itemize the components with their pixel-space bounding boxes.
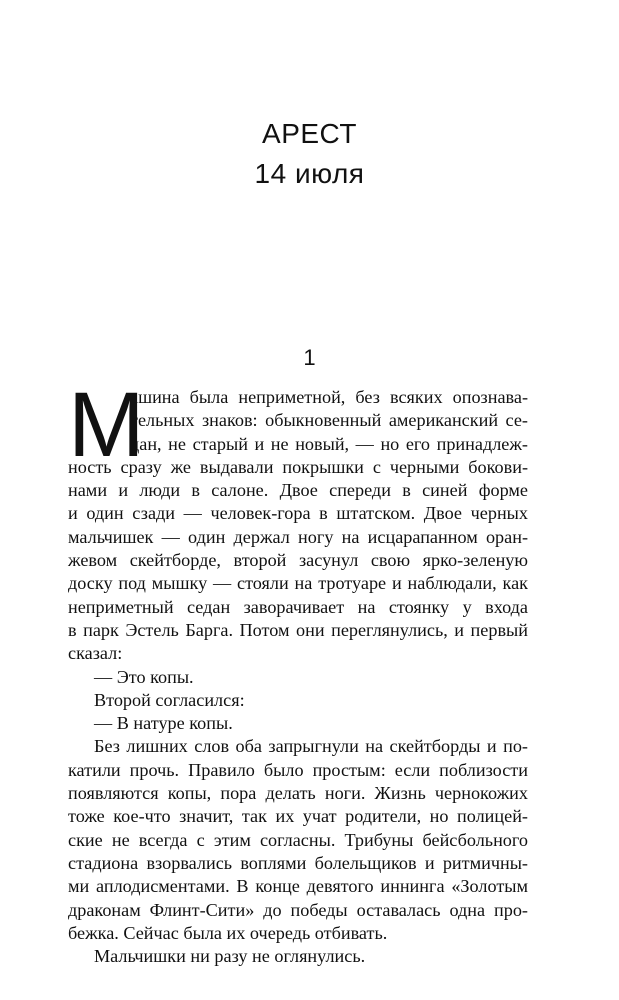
text-line: сказал: xyxy=(68,643,123,664)
drop-cap: М xyxy=(68,374,143,476)
dialogue-line: — Это копы. xyxy=(94,666,194,687)
text-line: бежка. Сейчас была их очередь отбивать. xyxy=(68,922,388,943)
chapter-text xyxy=(68,374,528,968)
text-line: появляются копы, пора делать ноги. Жизнь чернокожих xyxy=(68,783,528,804)
part-title: АРЕСТ xyxy=(262,118,357,149)
text-line: ность сразу же выдавали покрышки с черными бокови- xyxy=(68,456,528,477)
dialogue-line: — В натуре копы. xyxy=(94,713,233,734)
text-line: дан, не старый и не новый, — но его принадлеж- xyxy=(130,433,528,454)
text-line: жевом скейтборде, второй засунул свою ярко-зеленую xyxy=(68,550,528,571)
text-line: доску под мышку — стояли на тротуаре и наблюдали, как xyxy=(68,573,528,594)
text-line: тоже кое-что значит, так их учат родители, но полицей- xyxy=(68,806,528,827)
text-line: в парк Эстель Барга. Потом они переглянулись, и первый xyxy=(68,619,528,640)
text-line: Без лишних слов оба запрыгнули на скейтборды и по- xyxy=(94,736,528,757)
part-date: 14 июля xyxy=(254,158,365,189)
text-line: и один сзади — человек-гора в штатском. Двое черных xyxy=(68,503,528,524)
text-line: мальчишек — один держал ногу на исцарапанном оран- xyxy=(68,526,528,547)
text-line: тельных знаков: обыкновенный американский се- xyxy=(130,410,528,431)
text-line: неприметный седан заворачивает на стоянку у входа xyxy=(68,596,528,617)
text-line: Второй согласился: xyxy=(94,689,245,710)
text-line: драконам Флинт-Сити» до победы оставалась одна про- xyxy=(68,899,528,920)
text-line: нами и люди в салоне. Двое спереди в синей форме xyxy=(68,480,528,501)
text-line: катили прочь. Правило было простым: если поблизости xyxy=(68,759,528,780)
chapter-number: 1 xyxy=(303,345,316,370)
text-line: ские не всегда с этим согласны. Трибуны бейсбольного xyxy=(68,829,528,850)
text-line: стадиона взорвались воплями болельщиков и ритмичны- xyxy=(68,852,528,873)
text-line: ашина была неприметной, без всяких опознава- xyxy=(130,387,528,407)
text-line: Мальчишки ни разу не оглянулись. xyxy=(94,946,366,967)
text-line: ми аплодисментами. В конце девятого иннинга «Золотым xyxy=(68,876,528,897)
